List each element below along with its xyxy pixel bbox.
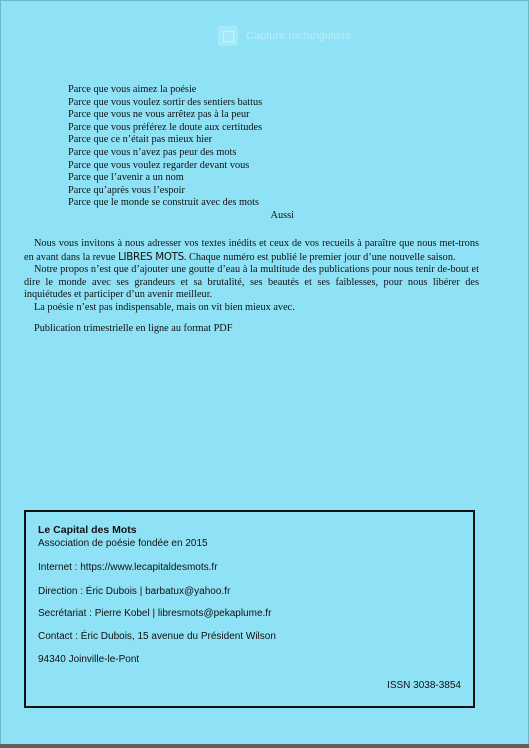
capture-label[interactable]: Capture rectangulaire (246, 30, 352, 42)
association-subtitle: Association de poésie fondée en 2015 (38, 538, 208, 549)
poem (68, 84, 294, 223)
city-line: 94340 Joinville-le-Pont (38, 654, 140, 665)
invitation-paragraph: Nous vous invitons à nous adresser vos textes inédits et ceux de vos recueils à paraître que nous met-trons en avant dans la revue LIBRES MOTS. Chaque numéro est publié le premier jour d’une nouvelle saison. (24, 238, 479, 263)
bottom-edge (0, 744, 529, 748)
internet-line[interactable]: Internet : https://www.lecapitaldesmots.fr (38, 562, 218, 573)
capture-toolbar[interactable] (218, 26, 352, 46)
poem-line: Parce que vous préférez le doute aux certitudes (68, 121, 263, 133)
invitation-text (24, 238, 479, 335)
poem-line: Parce que vous aimez la poésie (68, 84, 197, 95)
association-name: Le Capital des Mots (38, 524, 137, 536)
secretariat-line[interactable]: Secrétariat : Pierre Kobel | libresmots@pekaplume.fr (38, 608, 272, 619)
purpose-paragraph: Notre propos n’est que d’ajouter une goutte d’eau à la multitude des publications pour nous tenir de-bout et dire le monde avec ses grandeurs et sa brutalité, ses beautés et ses faiblesses, pour nous libérer des inquiétudes et participer d’un avenir meilleur. (24, 264, 479, 301)
poetry-paragraph: La poésie n’est pas indispensable, mais on vit bien mieux avec. (34, 301, 295, 313)
poem-author: Aussi (270, 209, 294, 221)
poem-line: Parce que l’avenir a un nom (68, 172, 184, 184)
publication-note: Publication trimestrielle en ligne au format PDF (34, 322, 233, 334)
direction-line[interactable]: Direction : Éric Dubois | barbatux@yahoo.fr (38, 586, 231, 597)
magazine-name: LIBRES MOTS (118, 250, 184, 263)
poem-line: Parce qu’après vous l’espoir (68, 184, 185, 196)
poem-line: Parce que ce n’était pas mieux hier (68, 134, 213, 146)
poem-line: Parce que vous voulez regarder devant vous (68, 159, 250, 171)
poem-line: Parce que le monde se construit avec des mots (68, 197, 260, 209)
poem-line: Parce que vous ne vous arrêtez pas à la peur (68, 109, 250, 121)
association-info-box (24, 510, 475, 708)
poem-line: Parce que vous n’avez pas peur des mots (68, 146, 237, 158)
rectangle-capture-icon[interactable] (218, 26, 238, 46)
poem-line: Parce que vous voulez sortir des sentiers battus (68, 96, 263, 108)
issn-number: ISSN 3038-3854 (387, 680, 461, 691)
contact-line: Contact : Éric Dubois, 15 avenue du Président Wilson (38, 631, 276, 642)
